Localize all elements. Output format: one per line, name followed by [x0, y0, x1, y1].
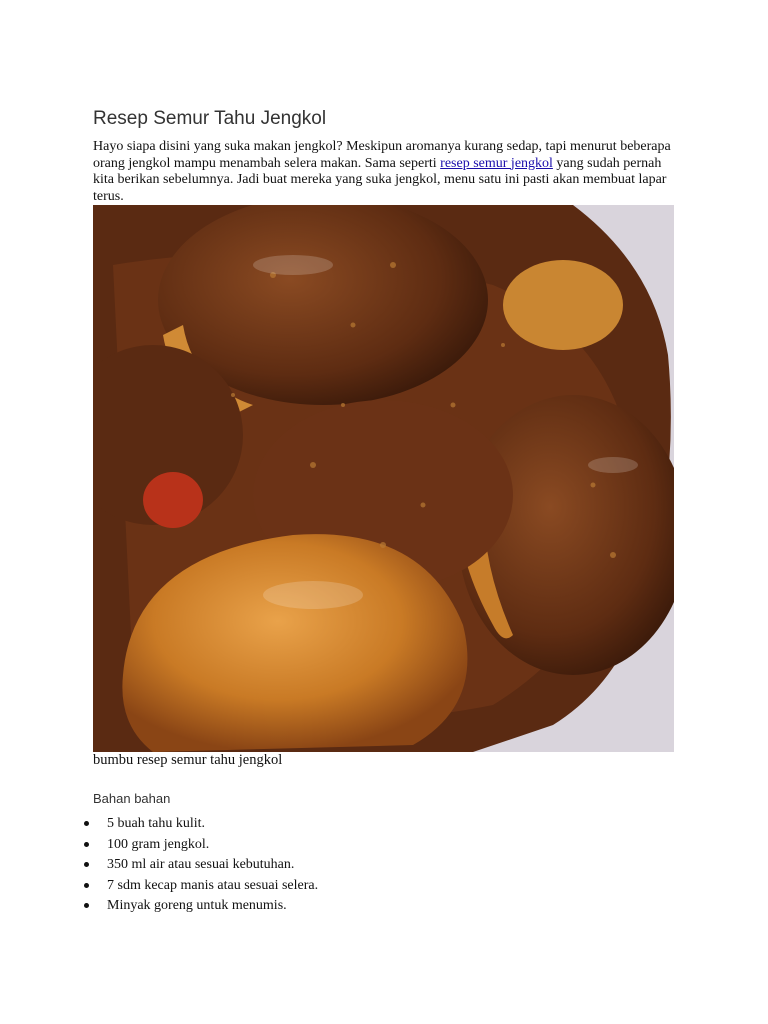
intro-text-end: yang sudah pernah kita berikan sebelumnya. Jadi buat mereka yang suka jengkol, menu satu ini pasti akan membuat lapar terus. — [93, 155, 667, 204]
recipe-link[interactable]: resep semur jengkol — [440, 155, 553, 171]
intro-text: Hayo siapa disini yang suka makan jengkol? Meskipun aromanya kurang sedap, tapi menurut beberapa orang jengkol mampu menambah selera makan. Sama seperti — [93, 139, 671, 171]
ingredients-heading: Bahan bahan — [93, 791, 171, 806]
ingredients-list — [80, 814, 318, 917]
semur-tahu-jengkol-image — [93, 205, 674, 752]
intro-paragraph — [93, 139, 678, 205]
ingredient-text: 350 ml air atau sesuai kebutuhan. — [107, 857, 295, 872]
article-title: Resep Semur Tahu Jengkol — [93, 108, 327, 129]
bullet-icon — [84, 842, 89, 847]
list-item — [80, 814, 318, 835]
photo-caption: bumbu resep semur tahu jengkol — [93, 752, 283, 768]
list-item — [80, 896, 318, 917]
ingredient-text: Minyak goreng untuk menumis. — [107, 898, 287, 913]
ingredient-text: 7 sdm kecap manis atau sesuai selera. — [107, 877, 319, 893]
bullet-icon — [84, 903, 89, 908]
food-photo — [93, 205, 674, 752]
list-item — [80, 855, 318, 876]
list-item — [80, 835, 318, 856]
list-item — [80, 876, 318, 897]
ingredient-text: 5 buah tahu kulit. — [107, 816, 205, 831]
bullet-icon — [84, 883, 89, 888]
ingredient-text: 100 gram jengkol. — [107, 836, 210, 852]
bullet-icon — [84, 862, 89, 867]
bullet-icon — [84, 821, 89, 826]
